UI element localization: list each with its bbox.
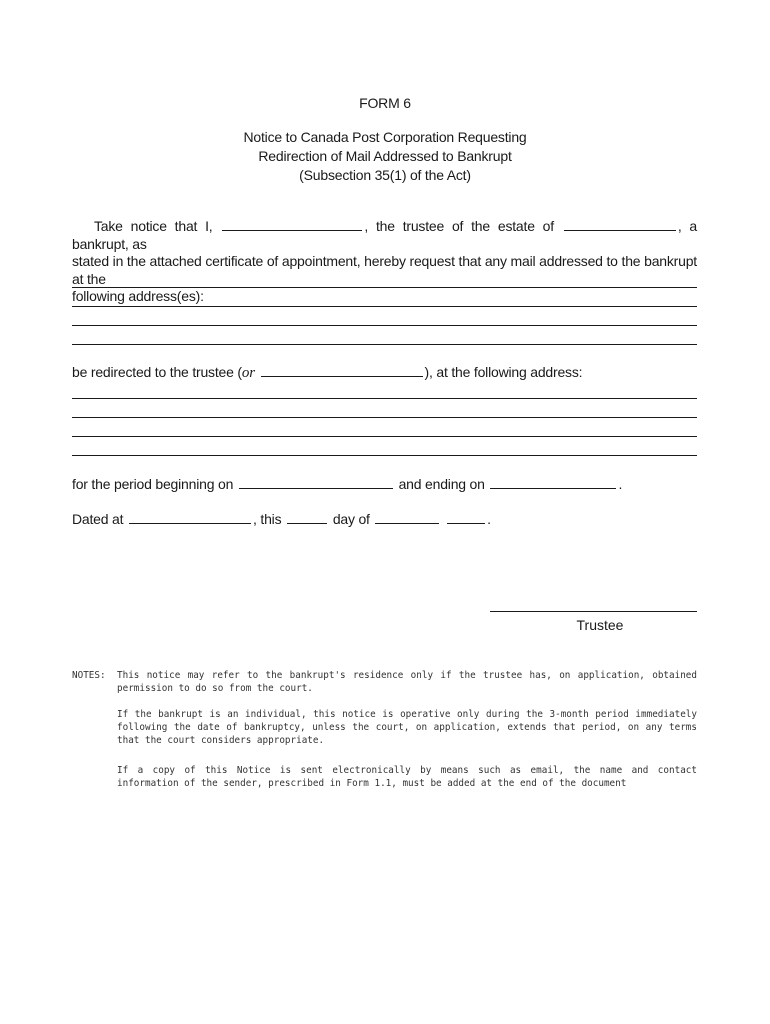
- redirect-suffix: ), at the following address:: [424, 364, 583, 380]
- trustee-address-line-3[interactable]: [72, 436, 697, 437]
- redirect-or: or: [241, 365, 255, 381]
- signature-line[interactable]: [490, 611, 697, 612]
- address-line-2[interactable]: [72, 306, 697, 307]
- estate-name-field[interactable]: [564, 218, 676, 231]
- dated-prefix: Dated at: [72, 511, 124, 527]
- dated-line: [72, 511, 491, 527]
- trustee-address-line-4[interactable]: [72, 455, 697, 456]
- notice-paragraph: [72, 218, 697, 306]
- take-notice-text: Take notice that I,: [94, 218, 213, 234]
- period-prefix: for the period beginning on: [72, 476, 234, 492]
- signature-label: Trustee: [576, 617, 624, 633]
- a-bankrupt-text: , a bankrupt, as: [72, 218, 697, 252]
- dated-year-field[interactable]: [447, 511, 485, 524]
- dated-month-field[interactable]: [375, 511, 439, 524]
- note-1: This notice may refer to the bankrupt's residence only if the trustee has, on application, obtained permission to do so from the court.: [117, 670, 697, 694]
- period-line: [72, 476, 622, 492]
- form-title-line1: Notice to Canada Post Corporation Requesting: [243, 129, 527, 145]
- notice-line2: stated in the attached certificate of appointment, hereby request that any mail addressed to the bankrupt at the: [72, 253, 697, 287]
- dated-place-field[interactable]: [129, 511, 251, 524]
- trustee-of-estate-text: , the trustee of the estate of: [364, 218, 554, 234]
- dated-day-of: day of: [332, 511, 370, 527]
- form-title-line3: (Subsection 35(1) of the Act): [299, 167, 471, 183]
- form-title-line2: Redirection of Mail Addressed to Bankrupt: [258, 148, 512, 164]
- trustee-address-line-1[interactable]: [72, 398, 697, 399]
- trustee-address-line-2[interactable]: [72, 417, 697, 418]
- address-line-1[interactable]: [72, 287, 697, 288]
- dated-end: .: [487, 511, 491, 527]
- notes-label: NOTES:: [72, 670, 106, 681]
- period-start-field[interactable]: [239, 476, 393, 489]
- note-2: If the bankrupt is an individual, this notice is operative only during the 3-month period immediately following the date of bankruptcy, unless the court, on application, extends that period, on any terms that the court considers appropriate.: [117, 709, 697, 746]
- form-number: FORM 6: [359, 95, 411, 111]
- notes-section: [72, 669, 697, 799]
- redirect-prefix: be redirected to the trustee (: [72, 364, 242, 380]
- address-line-3[interactable]: [72, 325, 697, 326]
- dated-day-field[interactable]: [287, 511, 327, 524]
- period-middle: and ending on: [398, 476, 485, 492]
- trustee-name-field[interactable]: [222, 218, 362, 231]
- redirect-alt-field[interactable]: [261, 364, 423, 377]
- redirect-line: [72, 364, 582, 382]
- address-line-4[interactable]: [72, 344, 697, 345]
- note-3: If a copy of this Notice is sent electronically by means such as email, the name and contact information of the sender, prescribed in Form 1.1, must be added at the end of the document: [117, 765, 697, 789]
- period-end-field[interactable]: [490, 476, 616, 489]
- period-end: .: [618, 476, 623, 492]
- notice-line3: following address(es):: [72, 288, 204, 304]
- dated-this: , this: [253, 511, 282, 527]
